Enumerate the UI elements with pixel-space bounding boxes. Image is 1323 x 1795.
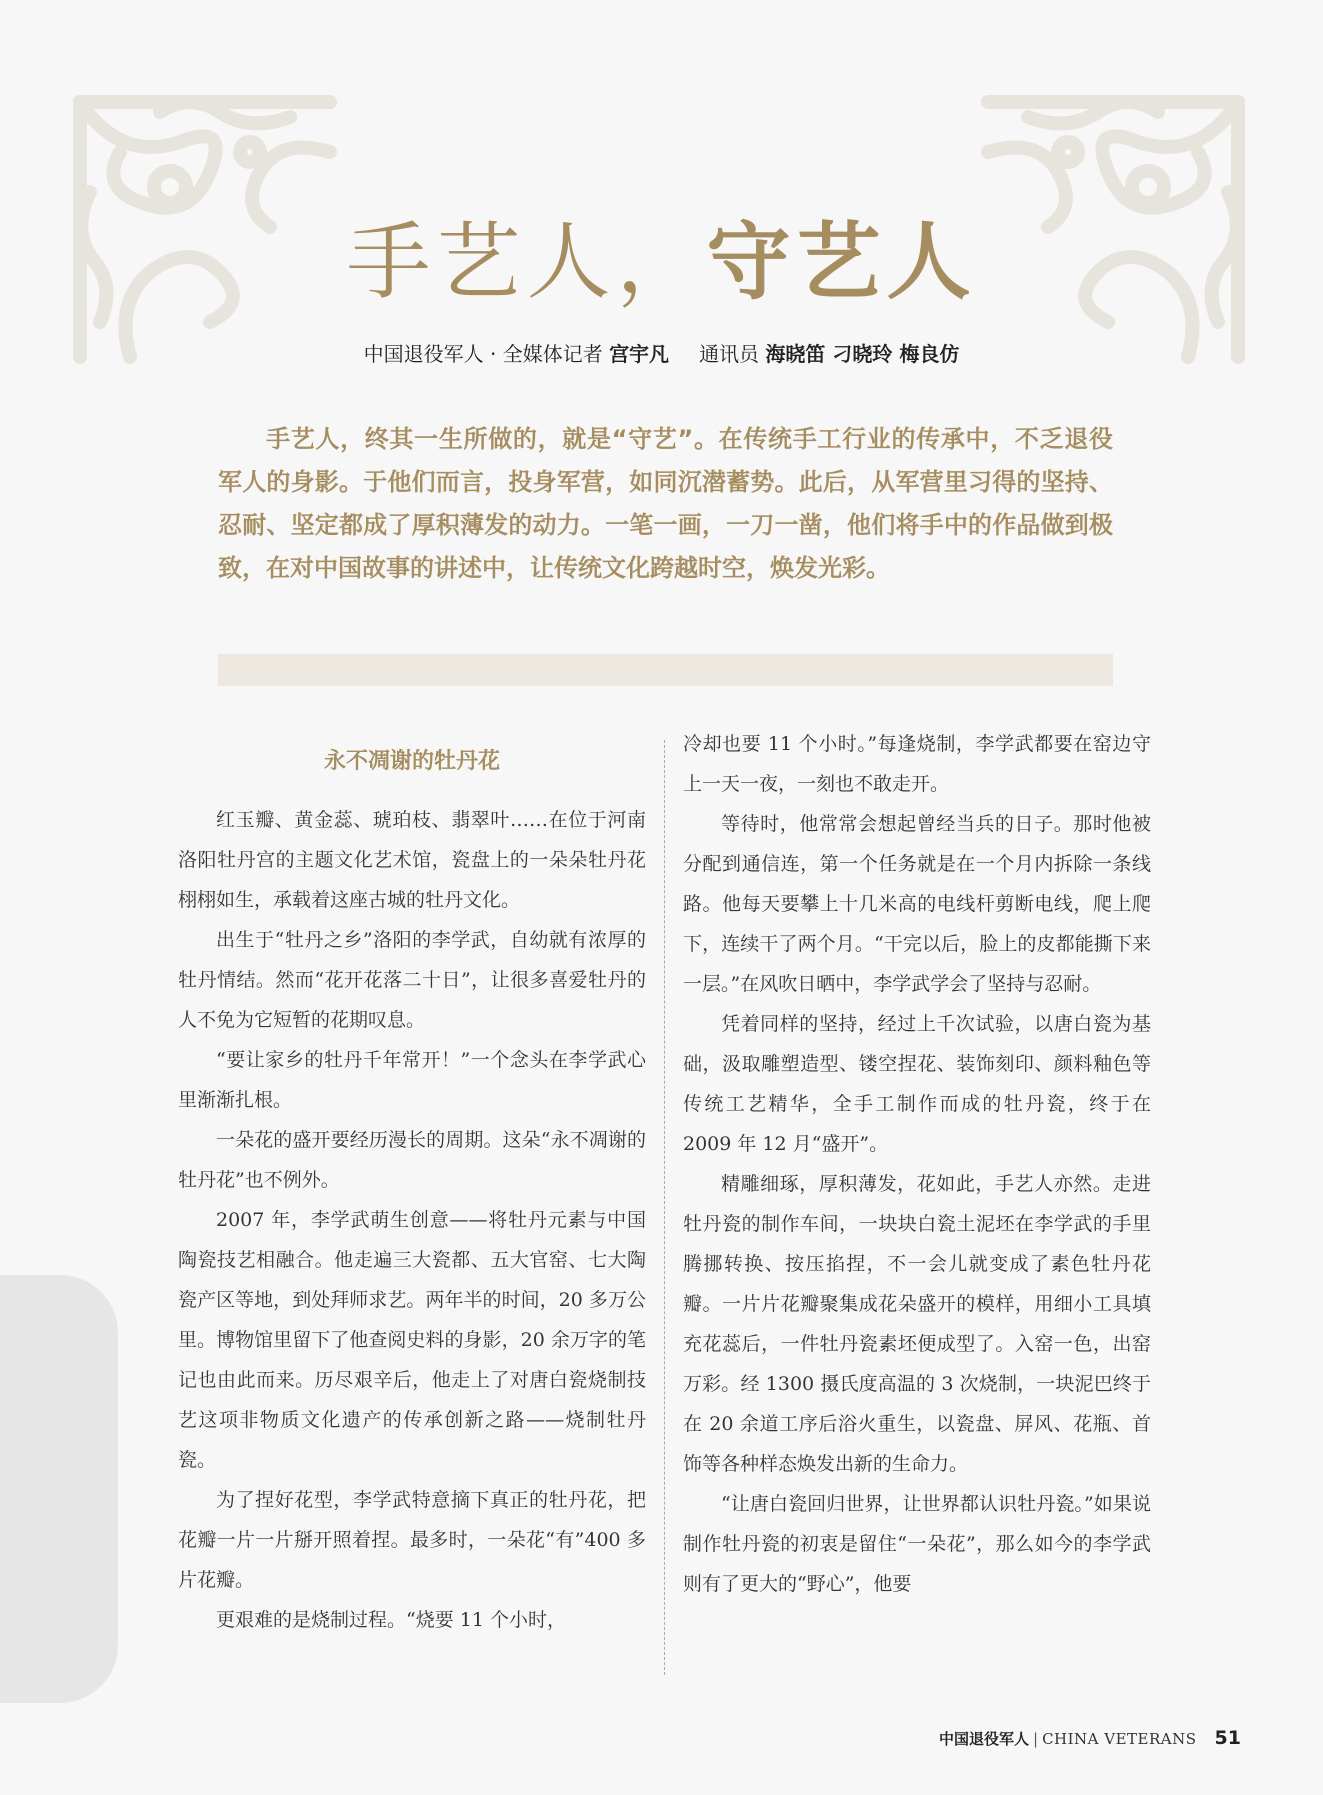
byline-reporter: 宫宇凡 bbox=[609, 342, 670, 366]
body-paragraph: 出生于“牡丹之乡”洛阳的李学武，自幼就有浓厚的牡丹情结。然而“花开花落二十日”，让很多喜爱牡丹的人不免为它短暂的花期叹息。 bbox=[178, 929, 646, 1031]
section-heading: 永不凋谢的牡丹花 bbox=[323, 749, 500, 774]
column-divider bbox=[664, 740, 665, 1675]
page-edge-tab bbox=[0, 1275, 118, 1703]
body-paragraph: 红玉瓣、黄金蕊、琥珀枝、翡翠叶……在位于河南洛阳牡丹宫的主题文化艺术馆，瓷盘上的一朵朵牡丹花栩栩如生，承载着这座古城的牡丹文化。 bbox=[178, 809, 646, 911]
body-paragraph: 一朵花的盛开要经历漫长的周期。这朵“永不凋谢的牡丹花”也不例外。 bbox=[178, 1129, 646, 1191]
body-paragraph-continued: 冷却也要 11 个小时。”每逢烧制，李学武都要在窑边守上一天一夜，一刻也不敢走开。 bbox=[683, 733, 1151, 795]
byline-correspondents: 海晓笛 刁晓玲 梅良仿 bbox=[765, 342, 960, 366]
page-footer bbox=[939, 1727, 1241, 1749]
body-paragraph: 更艰难的是烧制过程。“烧要 11 个小时， bbox=[216, 1609, 566, 1631]
body-paragraph: “要让家乡的牡丹千年常开！”一个念头在李学武心里渐渐扎根。 bbox=[178, 1049, 646, 1111]
title-bold-part: 守艺人 bbox=[706, 213, 977, 311]
byline-correspondent-label: 通讯员 bbox=[699, 342, 766, 366]
footer-separator: | bbox=[1033, 1730, 1039, 1748]
magazine-name-cn: 中国退役军人 bbox=[938, 1730, 1029, 1748]
title-light-part: 手艺人， bbox=[346, 213, 707, 311]
lead-paragraph: 手艺人，终其一生所做的，就是“守艺”。在传统手工行业的传承中，不乏退役军人的身影。于他们而言，投身军营，如同沉潜蓄势。此后，从军营里习得的坚持、忍耐、坚定都成了厚积薄发的动力。一笔一画，一刀一凿，他们将手中的作品做到极致，在对中国故事的讲述中，让传统文化跨越时空，焕发光彩。 bbox=[218, 425, 1113, 582]
byline bbox=[0, 338, 1323, 367]
lead-decor-bar bbox=[218, 654, 1113, 686]
body-paragraph: 为了捏好花型，李学武特意摘下真正的牡丹花，把花瓣一片一片掰开照着捏。最多时，一朵花“有”400 多片花瓣。 bbox=[178, 1489, 646, 1591]
body-paragraph: 精雕细琢，厚积薄发，花如此，手艺人亦然。走进牡丹瓷的制作车间，一块块白瓷土泥坯在李学武的手里腾挪转换、按压掐捏，不一会儿就变成了素色牡丹花瓣。一片片花瓣聚集成花朵盛开的模样，用细小工具填充花蕊后，一件牡丹瓷素坯便成型了。入窑一色，出窑万彩。经 1300 摄氏度高温的 3 次烧制，一块泥巴终于在 20 余道工序后浴火重生，以瓷盘、屏风、花瓶、首饰等各种样态焕发出新的生命力。 bbox=[683, 1173, 1151, 1475]
body-paragraph: “让唐白瓷回归世界，让世界都认识牡丹瓷。”如果说制作牡丹瓷的初衷是留住“一朵花”，那么如今的李学武则有了更大的“野心”，他要 bbox=[683, 1493, 1151, 1595]
body-paragraph: 2007 年，李学武萌生创意——将牡丹元素与中国陶瓷技艺相融合。他走遍三大瓷都、五大官窑、七大陶瓷产区等地，到处拜师求艺。两年半的时间，20 多万公里。博物馆里留下了他查阅史料的身影，20 余万字的笔记也由此而来。历尽艰辛后，他走上了对唐白瓷烧制技艺这项非物质文化遗产的传承创新之路——烧制牡丹瓷。 bbox=[178, 1209, 646, 1471]
byline-outlet: 中国退役军人 · 全媒体记者 bbox=[363, 342, 610, 366]
body-paragraph: 等待时，他常常会想起曾经当兵的日子。那时他被分配到通信连，第一个任务就是在一个月内拆除一条线路。他每天要攀上十几米高的电线杆剪断电线，爬上爬下，连续干了两个月。“干完以后，脸上的皮都能撕下来一层。”在风吹日晒中，李学武学会了坚持与忍耐。 bbox=[683, 813, 1151, 995]
body-paragraph: 凭着同样的坚持，经过上千次试验，以唐白瓷为基础，汲取雕塑造型、镂空捏花、装饰刻印、颜料釉色等传统工艺精华，全手工制作而成的牡丹瓷，终于在 2009 年 12 月“盛开”。 bbox=[683, 1013, 1151, 1155]
article-column-left bbox=[178, 724, 646, 1640]
article-title bbox=[0, 212, 1323, 312]
magazine-name-en: CHINA VETERANS bbox=[1042, 1730, 1197, 1748]
article-column-right bbox=[683, 724, 1151, 1604]
page-number: 51 bbox=[1214, 1727, 1241, 1749]
